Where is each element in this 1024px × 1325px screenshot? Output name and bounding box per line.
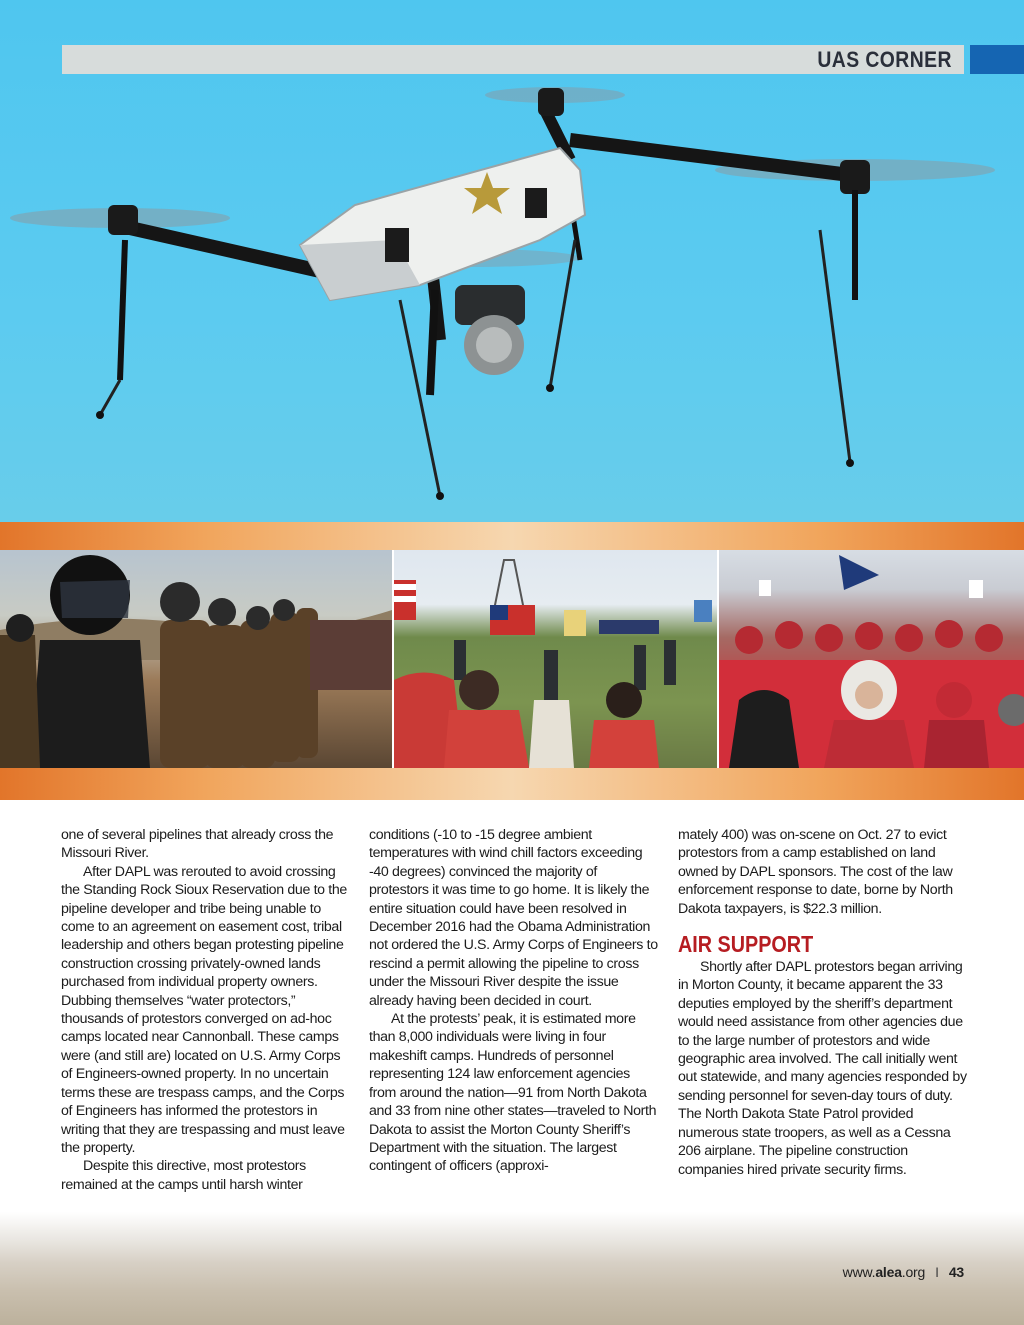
paragraph: After DAPL was rerouted to avoid crossing the Standing Rock Sioux Reservation due to the pipeline developer and tribe being unable to come to an agreement on easement cost, tribal leadership and others began protesting pipeline construction crossing privately-owned lands purchased from individual property owners. Dubbing themselves “water protectors,” thousands of protestors converged on ad-hoc camps located near Cannonball. These camps were (and still are) located on U.S. Army Corps of Engineers-owned property. In no uncertain terms these are trespass camps, and the Corps of Engineers has informed the protestors in writing that they are trespassing and must leave the property. <box>61 863 347 1156</box>
photo-strip <box>0 550 1024 768</box>
paragraph: conditions (-10 to -15 degree ambient temperatures with wind chill factors exceeding -40 degrees) convinced the majority of protestors it was time to go home. It is likely the entire situation could have been resolved in December 2016 had the Obama Administration not ordered the U.S. Army Corps of Engineers to rescind a permit allowing the pipeline to cross under the Missouri River despite the issue already having been decided in court. <box>369 827 658 1009</box>
text-column-1 <box>61 826 351 1194</box>
paragraph: At the protests’ peak, it is estimated more than 8,000 individuals were living in four makeshift camps. Hundreds of personnel representing 124 law enforcement agencies from around the nation—91 from North Dakota and 33 from nine other states—traveled to North Dakota to assist the Morton County Sheriff’s Department with the situation. The largest contingent of officers (approxi- <box>369 1011 657 1175</box>
page-footer <box>843 1264 964 1280</box>
section-label: UAS CORNER <box>817 47 952 72</box>
paragraph: mately 400) was on-scene on Oct. 27 to evict protestors from a camp established on land owned by DAPL sponsors. The cost of the law enforcement response to date, borne by North Dakota taxpayers, is $22.3 million. <box>678 827 953 917</box>
text-column-2 <box>369 826 659 1176</box>
paragraph: one of several pipelines that already cross the Missouri River. <box>61 827 334 862</box>
subheading-air-support: AIR SUPPORT <box>678 931 814 958</box>
drone-photo <box>0 0 1024 522</box>
riot-police-photo <box>0 550 392 768</box>
orange-divider-top <box>0 522 1024 550</box>
drone-illustration <box>0 0 1024 522</box>
paragraph: Shortly after DAPL protestors began arriving in Morton County, it became apparent the 33 deputies employed by the sheriff’s department would need assistance from other agencies due to the large number of protestors and wide geographic area involved. The call initially went out statewide, and many agencies responded by sending personnel for seven-day tours of duty. The North Dakota State Patrol provided numerous state troopers, as well as a Cessna 206 airplane. The pipeline construction companies hired private security firms. <box>678 959 967 1178</box>
footer-url-suffix: .org <box>901 1264 926 1280</box>
footer-url-brand: alea <box>875 1264 902 1280</box>
protest-field-photo <box>394 550 717 768</box>
section-color-block <box>970 45 1024 74</box>
text-column-3 <box>678 826 968 1179</box>
footer-url-prefix: www. <box>842 1264 876 1280</box>
seated-crowd-photo <box>719 550 1024 768</box>
section-header-band <box>62 45 964 74</box>
footer-separator: I <box>935 1264 939 1280</box>
paragraph: Despite this directive, most protestors remained at the camps until harsh winter <box>61 1158 306 1193</box>
page-number: 43 <box>948 1264 964 1280</box>
orange-divider-bottom <box>0 768 1024 800</box>
